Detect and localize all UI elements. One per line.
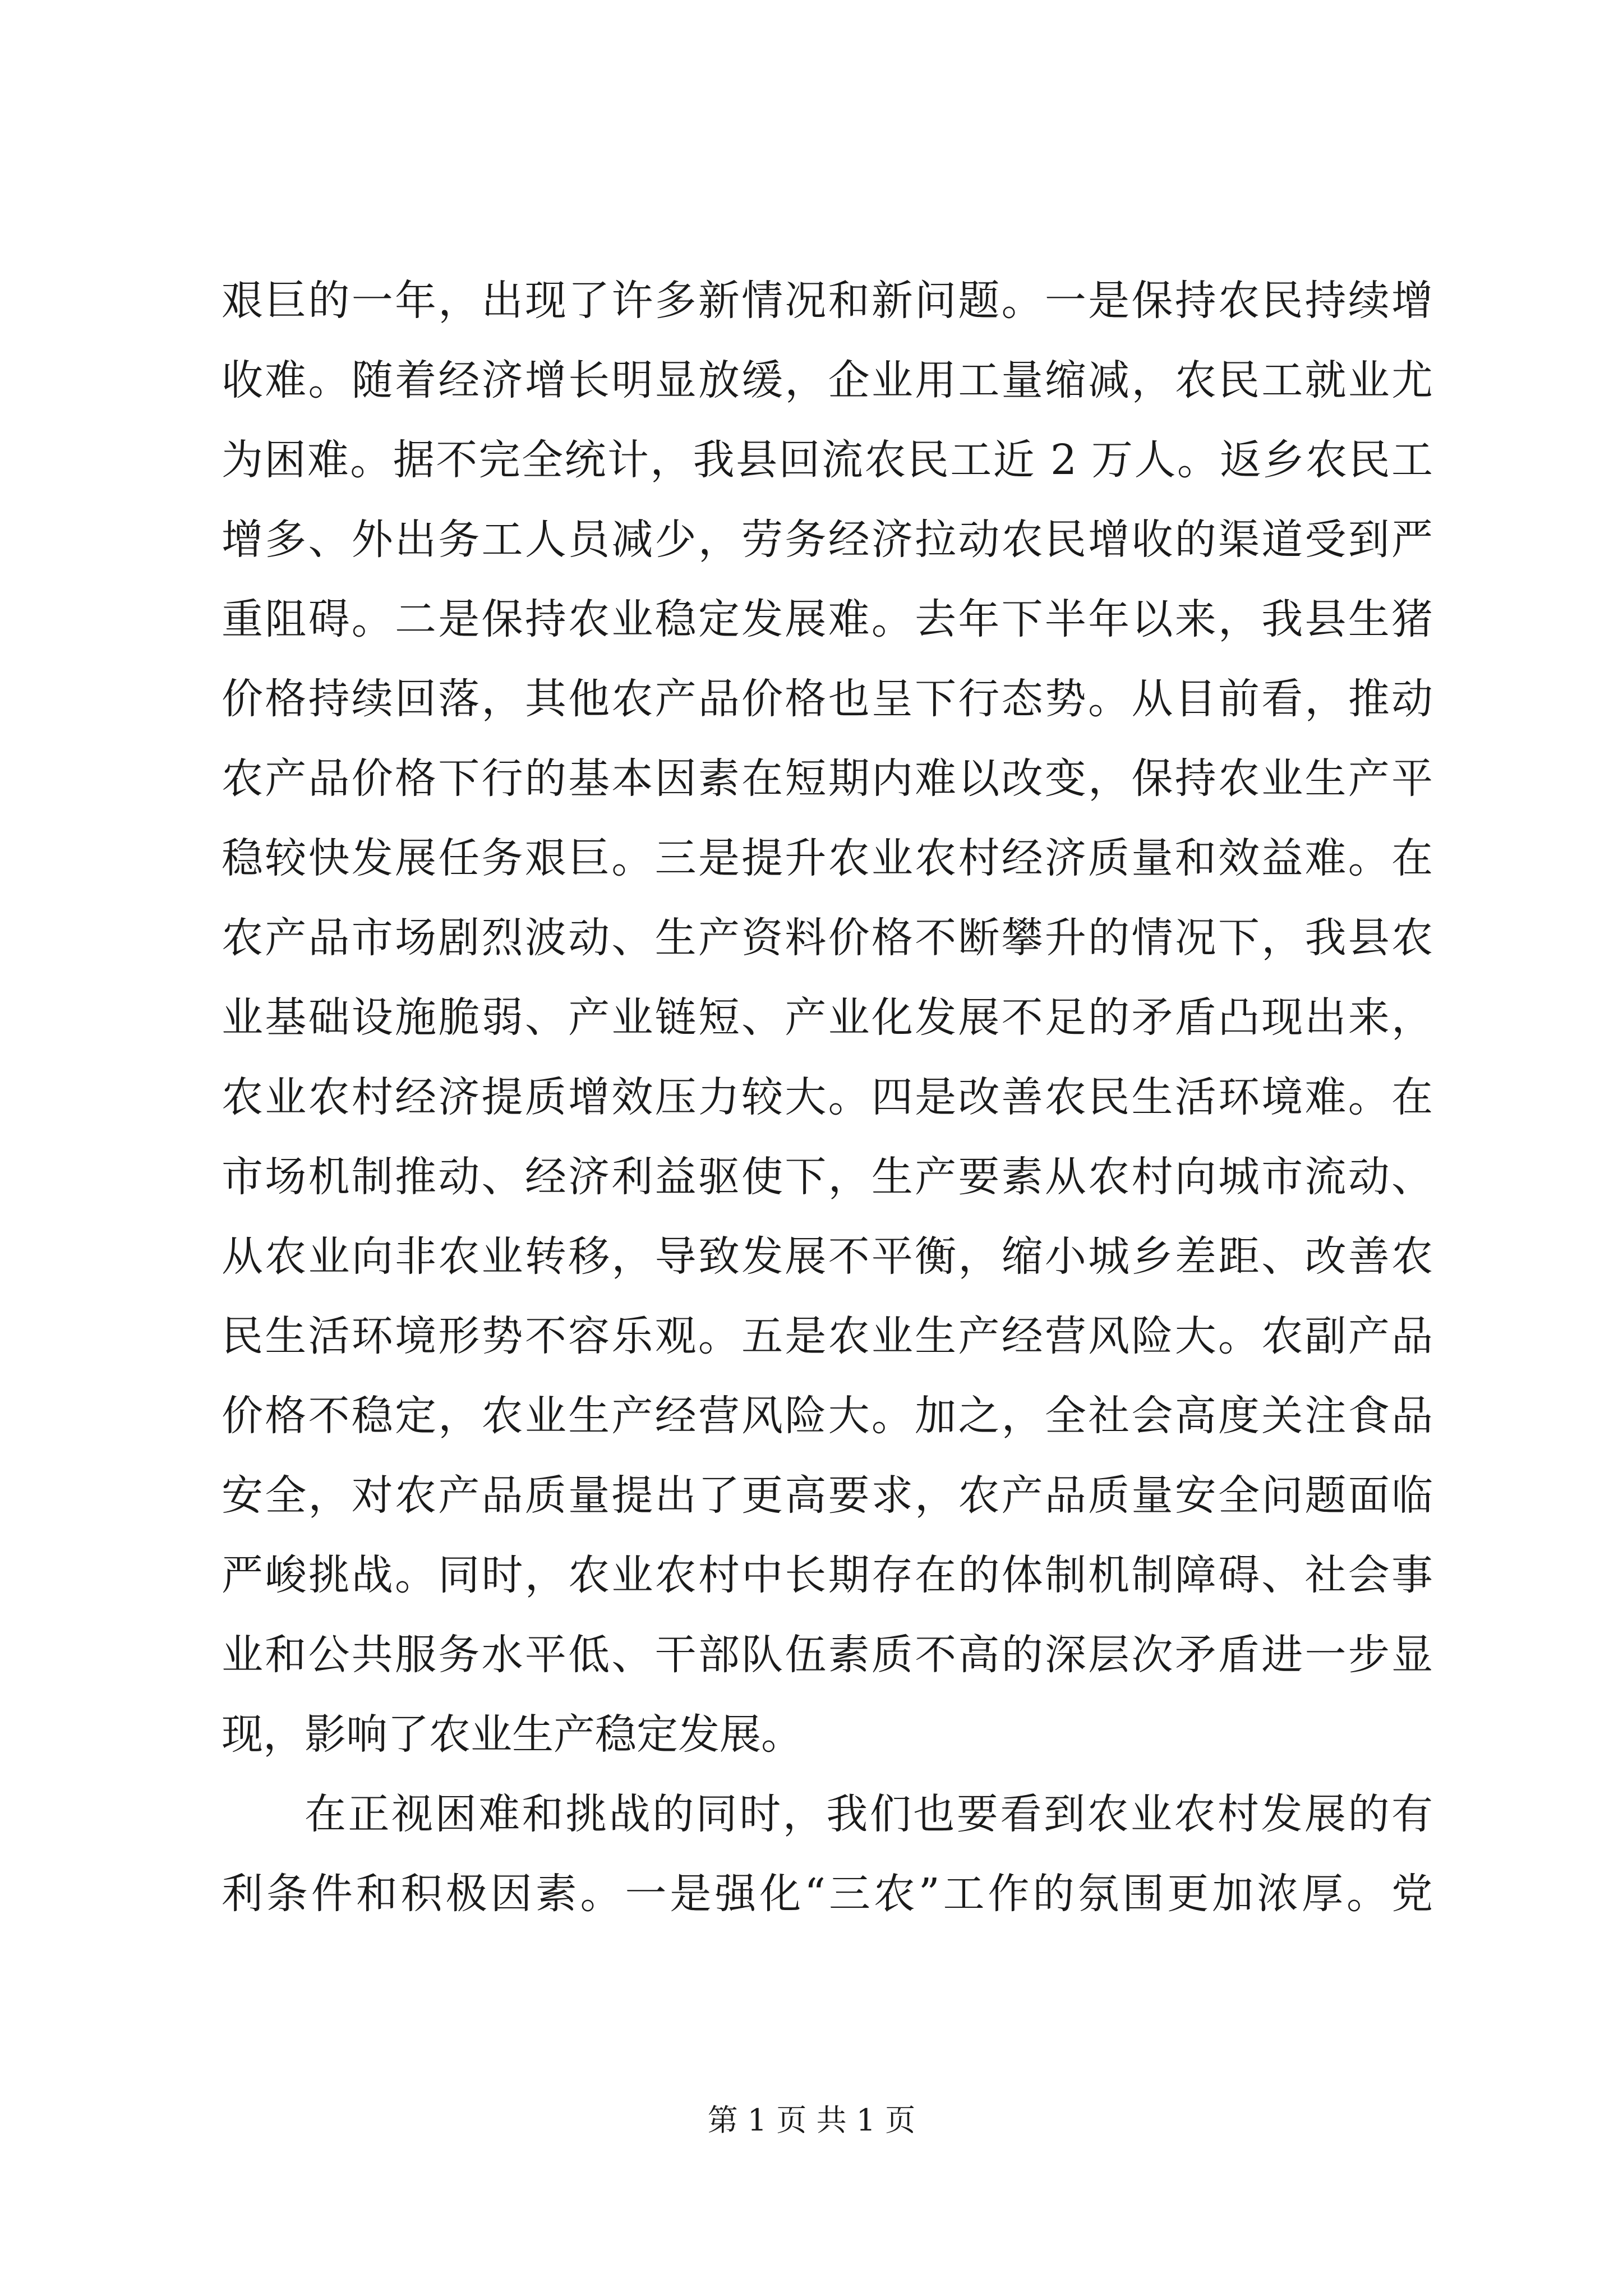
text-line: 业和公共服务水平低、干部队伍素质不高的深层次矛盾进一步显: [222, 1631, 1433, 1679]
text-line: 农产品价格下行的基本因素在短期内难以改变，保持农业生产平: [222, 754, 1433, 803]
text-line: 收难。随着经济增长明显放缓，企业用工量缩减，农民工就业尤: [222, 356, 1433, 404]
text-line: 价格持续回落，其他农产品价格也呈下行态势。从目前看，推动: [222, 675, 1433, 723]
text-line: 为困难。据不完全统计，我县回流农民工近 2 万人。返乡农民工: [222, 436, 1433, 484]
text-line: 利条件和积极因素。一是强化“三农”工作的氛围更加浓厚。党: [222, 1870, 1433, 1918]
page-number-footer: 第 1 页 共 1 页: [707, 2102, 916, 2138]
text-line: 市场机制推动、经济利益驱使下，生产要素从农村向城市流动、: [222, 1153, 1433, 1201]
text-line: 艰巨的一年，出现了许多新情况和新问题。一是保持农民持续增: [222, 277, 1433, 325]
text-line: 增多、外出务工人员减少，劳务经济拉动农民增收的渠道受到严: [222, 516, 1433, 564]
text-line: 农产品市场剧烈波动、生产资料价格不断攀升的情况下，我县农: [222, 914, 1433, 962]
text-line: 价格不稳定，农业生产经营风险大。加之，全社会高度关注食品: [222, 1392, 1433, 1440]
text-line: 稳较快发展任务艰巨。三是提升农业农村经济质量和效益难。在: [222, 834, 1433, 882]
text-line: 从农业向非农业转移，导致发展不平衡，缩小城乡差距、改善农: [222, 1232, 1433, 1281]
paragraph-1: [222, 261, 1433, 1774]
text-line: 现，影响了农业生产稳定发展。: [222, 1710, 803, 1759]
text-line: 业基础设施脆弱、产业链短、产业化发展不足的矛盾凸现出来，: [222, 993, 1433, 1042]
text-line: 在正视困难和挑战的同时，我们也要看到农业农村发展的有: [305, 1790, 1433, 1838]
text-line: 重阻碍。二是保持农业稳定发展难。去年下半年以来，我县生猪: [222, 595, 1433, 643]
text-line: 严峻挑战。同时，农业农村中长期存在的体制机制障碍、社会事: [222, 1551, 1433, 1599]
document-body: [222, 261, 1433, 1934]
text-line: 安全，对农产品质量提出了更高要求，农产品质量安全问题面临: [222, 1471, 1433, 1520]
paragraph-2: [222, 1774, 1433, 1934]
text-line: 民生活环境形势不容乐观。五是农业生产经营风险大。农副产品: [222, 1312, 1433, 1360]
text-line: 农业农村经济提质增效压力较大。四是改善农民生活环境难。在: [222, 1073, 1433, 1121]
